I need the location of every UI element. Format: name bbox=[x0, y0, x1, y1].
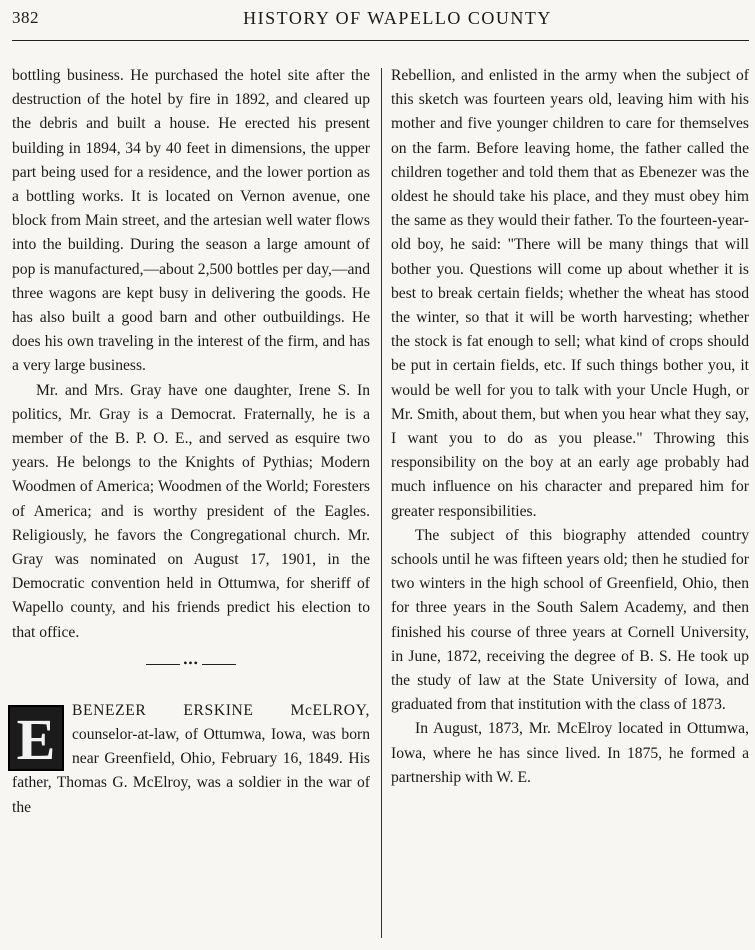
ornament-line bbox=[202, 664, 236, 665]
page-number: 382 bbox=[12, 8, 39, 27]
right-column bbox=[391, 64, 749, 790]
drop-cap: E bbox=[8, 705, 64, 771]
paragraph: bottling business. He purchased the hotel site after the destruction of the hotel by fire in 1892, and cleared up the debris and built a house. He erected his present building in 1894, 34 by 40 feet in dimensions, the upper part being used for a residence, and the lower portion as a bottling works. It is located on Vernon avenue, one block from Main street, and the artesian well water flows into the building. During the season a large amount of pop is manufactured,—about 2,500 bottles per day,—and three wagons are kept busy in delivering the goods. He has also built a good barn and other outbuildings. He does his own traveling in the interest of the firm, and has a very large business. bbox=[12, 67, 370, 375]
paragraph: The subject of this biography attended country schools until he was fifteen years old; then he studied for two winters in the high school of Greenfield, Ohio, then for three years in the South Salem Academy, and then finished his course of three years at Cornell University, in June, 1872, receiving the degree of B. S. He took up the study of law at the State University of Iowa, and graduated from that institution with the class of 1873. bbox=[391, 526, 749, 714]
biography-intro: counselor-at-law, of Ottumwa, Iowa, was born near Greenfield, Ohio, February 16, 1849. His father, Thomas G. McElroy, was a soldier in the war of the bbox=[12, 726, 370, 816]
paragraph: Rebellion, and enlisted in the army when the subject of this sketch was fourteen years old, leaving him with his mother and five younger children to care for themselves on the farm. Before leaving home, the father called the children together and told them that as Ebenezer was the oldest he should take his place, and they must obey him the same as they would their father. To the fourteen-year-old boy, he said: "There will be many things that will bother you. Questions will come up about whether it is best to break certain fields; whether the wheat has stood the winter, so that it will be worth harvesting; whether the stock is fat enough to sell; what kind of crops should be put in certain fields, etc. If such things bother you, it would be well for you to talk with your Uncle Hugh, or Mr. Smith, about them, but when you hear what they say, I want you to do as you please." Throwing this responsibility on the boy at an early age probably had much influence on his character and prepared him for greater responsibilities. bbox=[391, 67, 749, 520]
left-column bbox=[12, 64, 370, 820]
ornament-dots: ••• bbox=[183, 655, 199, 670]
section-ornament bbox=[12, 657, 370, 669]
column-divider bbox=[381, 68, 382, 938]
biography-start bbox=[12, 699, 370, 820]
paragraph: In August, 1873, Mr. McElroy located in Ottumwa, Iowa, where he has since lived. In 1875, he formed a partnership with W. E. bbox=[391, 720, 749, 786]
running-title: HISTORY OF WAPELLO COUNTY bbox=[243, 8, 552, 28]
page-header bbox=[0, 6, 755, 36]
paragraph: Mr. and Mrs. Gray have one daughter, Irene S. In politics, Mr. Gray is a Democrat. Fraternally, he is a member of the B. P. O. E., and served as esquire two years. He belongs to the Knights of Pythias; Modern Woodmen of America; Woodmen of the World; Foresters of America; and is worthy president of the Eagles. Religiously, he favors the Congregational church. Mr. Gray was nominated on August 17, 1901, in the Democratic convention held in Ottumwa, for sheriff of Wapello county, and his friends predict his election to that office. bbox=[12, 381, 370, 641]
header-rule bbox=[12, 40, 749, 41]
ornament-line bbox=[146, 664, 180, 665]
biography-name: BENEZER ERSKINE McELROY, bbox=[72, 701, 370, 719]
